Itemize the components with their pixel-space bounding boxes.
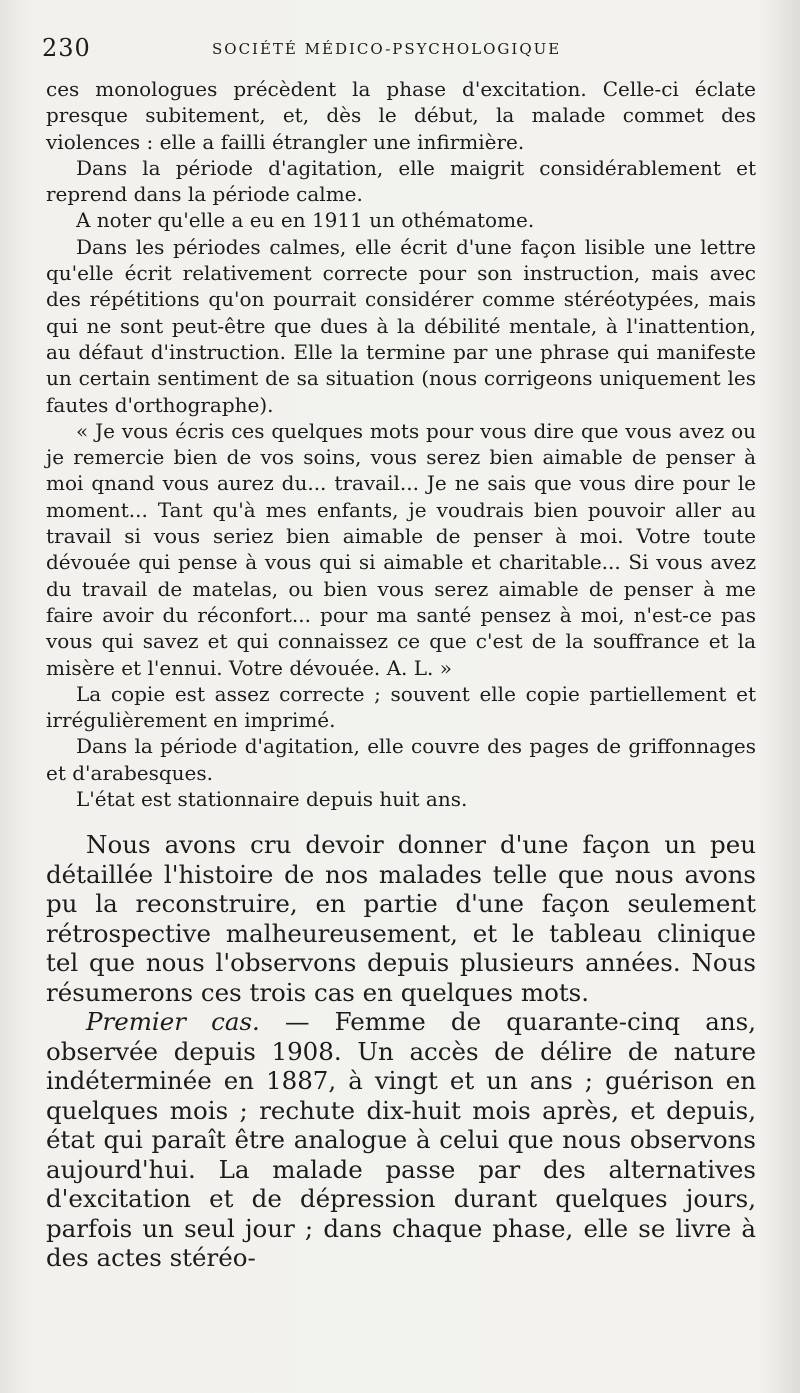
page-header: [42, 34, 762, 64]
paragraph-copy: La copie est assez correcte ; souvent elle copie partiellement et irrégulièrement en imprimé.: [46, 681, 756, 733]
large-print-section: [46, 830, 756, 1273]
page-number: 230: [42, 34, 91, 62]
small-print-section: [46, 76, 756, 812]
paragraph-scribbles: Dans la période d'agitation, elle couvre des pages de griffonnages et d'arabesques.: [46, 734, 756, 785]
case-label: Premier cas.: [86, 1007, 260, 1037]
paragraph-stationary: L'état est stationnaire depuis huit ans.: [76, 787, 468, 812]
page-body: [46, 76, 756, 1273]
first-case-text: — Femme de quarante-cinq ans, observée depuis 1908. Un accès de délire de nature indéterminée en 1887, à vingt et un ans ; guérison en quelques mois ; rechute dix-huit mois après, et depuis, état qui paraît être analogue à celui que nous observons aujourd'hui. La malade passe par des alternatives d'excitation et de dépression durant quelques jours, parfois un seul jour ; dans chaque phase, elle se livre à des actes stéréo-: [46, 1007, 756, 1273]
paragraph-agitation-weight: Dans la période d'agitation, elle maigrit considérablement et reprend dans la période calme.: [46, 155, 756, 207]
paragraph-first-case: [46, 1007, 756, 1273]
running-title: SOCIÉTÉ MÉDICO-PSYCHOLOGIQUE: [212, 40, 562, 58]
paragraph-summary-intro: Nous avons cru devoir donner d'une façon un peu détaillée l'histoire de nos malades telle que nous avons pu la reconstruire, en partie d'une façon seulement rétrospective malheureusement, et le tableau clinique tel que nous l'observons depuis plusieurs années. Nous résumerons ces trois cas en quelques mots.: [46, 830, 756, 1007]
paragraph-continuation: ces monologues précèdent la phase d'excitation. Celle-ci éclate presque subitement, et, dès le début, la malade commet des violences : elle a failli étrangler une infirmière.: [46, 77, 756, 154]
paragraph-othematome: A noter qu'elle a eu en 1911 un othématome.: [76, 208, 535, 233]
quoted-letter: « Je vous écris ces quelques mots pour vous dire que vous avez ou je remercie bien de vos soins, vous serez bien aimable de penser à moi qnand vous aurez du... travail... Je ne sais que vous dire pour le moment... Tant qu'à mes enfants, je voudrais bien pouvoir aller au travail si vous seriez bien aimable de penser à moi. Votre toute dévouée qui pense à vous qui si aimable et charitable... Si vous avez du travail de matelas, ou bien vous serez aimable de penser à me faire avoir du réconfort... pour ma santé pensez à moi, n'est-ce pas vous qui savez et qui connaissez ce que c'est de la souffrance et la misère et l'ennui. Votre dévouée. A. L. »: [46, 418, 756, 680]
paragraph-letter-writing: Dans les périodes calmes, elle écrit d'une façon lisible une lettre qu'elle écrit relativement correcte pour son instruction, mais avec des répétitions qu'on pourrait considérer comme stéréotypées, mais qui ne sont peut-être que dues à la débilité mentale, à l'inattention, au défaut d'instruction. Elle la termine par une phrase qui manifeste un certain sentiment de sa situation (nous corrigeons uniquement les fautes d'orthographe).: [46, 234, 756, 417]
